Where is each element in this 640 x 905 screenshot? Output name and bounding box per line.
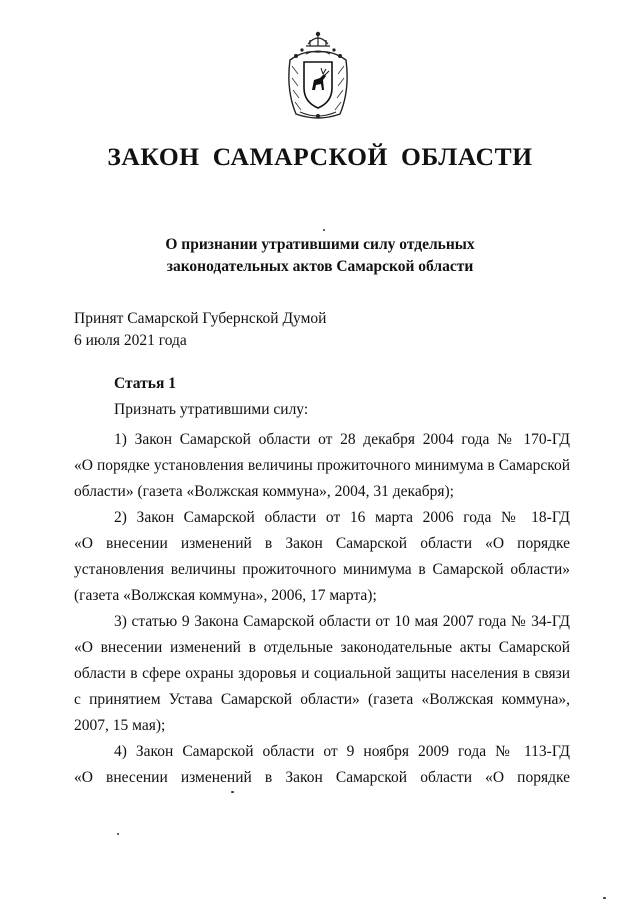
- list-item: [74, 609, 570, 739]
- coat-of-arms-emblem: [282, 30, 354, 122]
- law-subject: [0, 234, 640, 278]
- adoption-date: 6 июля 2021 года: [74, 332, 187, 349]
- item-line: с принятием Устава Самарской области» (газета «Волжская коммуна»,: [74, 691, 570, 708]
- item-line: 2) Закон Самарской области от 16 марта 2006 года № 18-ГД: [114, 509, 570, 526]
- item-line: 3) статью 9 Закона Самарской области от 10 мая 2007 года № 34-ГД: [114, 613, 570, 630]
- item-line: «О порядке установления величины прожиточного минимума в Самарской: [74, 457, 570, 474]
- item-line: 2007, 15 мая);: [74, 717, 166, 734]
- article-intro: Признать утратившими силу:: [114, 401, 309, 418]
- list-item: [74, 427, 570, 505]
- scan-speck: [603, 897, 606, 899]
- item-line: «О внесении изменений в Закон Самарской области «О порядке: [74, 535, 570, 552]
- article-heading: Статья 1: [114, 375, 176, 392]
- law-subject-line: законодательных актов Самарской области: [166, 258, 474, 275]
- item-line: (газета «Волжская коммуна», 2006, 17 марта);: [74, 587, 377, 604]
- list-item: [74, 739, 570, 791]
- item-line: области» (газета «Волжская коммуна», 2004, 31 декабря);: [74, 483, 454, 500]
- law-title: ЗАКОН САМАРСКОЙ ОБЛАСТИ: [107, 142, 533, 171]
- adoption-info: [74, 308, 326, 352]
- law-subject-line: О признании утратившими силу отдельных: [165, 236, 475, 253]
- scan-speck: [231, 791, 234, 793]
- item-line: «О внесении изменений в Закон Самарской области «О порядке: [74, 769, 570, 786]
- adoption-body: Принят Самарской Губернской Думой: [74, 310, 327, 327]
- item-line: «О внесении изменений в отдельные законодательные акты Самарской: [74, 639, 570, 656]
- list-item: [74, 505, 570, 609]
- item-line: 4) Закон Самарской области от 9 ноября 2009 года № 113-ГД: [114, 743, 570, 760]
- item-line: установления величины прожиточного минимума в Самарской области»: [74, 561, 570, 578]
- item-line: 1) Закон Самарской области от 28 декабря 2004 года № 170-ГД: [114, 431, 570, 448]
- item-line: области в сфере охраны здоровья и социальной защиты населения в связи: [74, 665, 570, 682]
- scan-speck: [323, 229, 325, 231]
- scan-speck: [117, 833, 119, 835]
